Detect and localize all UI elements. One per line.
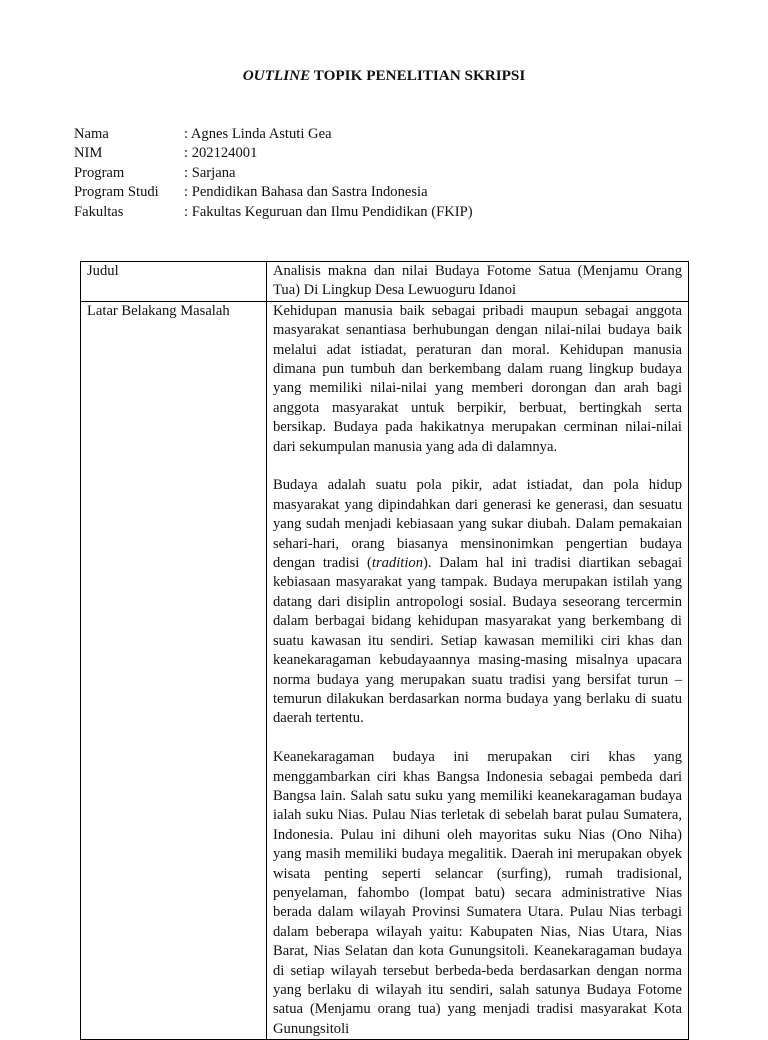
paragraph-2-part-b: ). Dalam hal ini tradisi diartikan sebagai kebiasaan masyarakat yang tampak. Budaya merupakan istilah yang datang dari disiplin antropologi sosial. Budaya seseorang tercermin dalam berbagai bidang kehidupan masyarakat yang berkembang di suatu kawasan itu sendiri. Setiap kawasan memiliki ciri khas dan keanekaragaman kebudayaannya masing-masing misalnya upacara norma budaya yang merupakan suatu tradisi yang bersifat turun –temurun dilakukan berdasarkan norma budaya yang berlaku di suatu daerah tertentu. (273, 555, 683, 727)
title-italic: OUTLINE (242, 67, 311, 84)
info-label: Nama (74, 126, 109, 142)
info-label: Program Studi (74, 184, 159, 201)
info-value: : Agnes Linda Astuti Gea (184, 126, 332, 142)
latar-belakang-label: Latar Belakang Masalah (81, 301, 267, 1039)
paragraph-2-part-a: Budaya adalah suatu pola pikir, adat istiadat, dan pola hidup masyarakat yang dipindahkan dari generasi ke generasi, dan sesuatu yang sudah menjadi kebiasaan yang sukar diubah. Dalam pemakaian sehari-hari, orang biasanya mensinonimkan pengertian budaya dengan tradisi ( (273, 477, 682, 572)
student-info (74, 125, 473, 222)
info-label: NIM (74, 145, 103, 162)
info-value: : 202124001 (184, 145, 258, 162)
paragraph-3: Keanekaragaman budaya ini merupakan ciri khas yang menggambarkan ciri khas Bangsa Indonesia sebagai pembeda dari Bangsa lain. Salah satu suku yang memiliki keanekaragaman budaya ialah suku Nias. Pulau Nias terletak di sebelah barat pulau Sumatera, Indonesia. Pulau ini dihuni oleh mayoritas suku Nias (Ono Niha) yang masih memiliki budaya megalitik. Daerah ini merupakan obyek wisata penting seperti selancar (surfing), rumah tradisional, penyelaman, fahombo (lompat batu) secara administrative Nias berada dalam wilayah Provinsi Sumatera Utara. Pulau Nias terbagi dalam beberapa wilayah yaitu: Kabupaten Nias, Nias Utara, Nias Barat, Nias Selatan dan kota Gunungsitoli. Keanekaragaman budaya di setiap wilayah tersebut berbeda-beda berdasarkan dengan norma yang berlaku di wilayah itu sendiri, salah satunya Budaya Fotome satua (Menjamu orang tua) yang menjadi tradisi masyarakat Kota Gunungsitoli (273, 749, 682, 1037)
table-row-latar-belakang (81, 301, 689, 1039)
document-title (0, 66, 768, 85)
info-row-program (74, 164, 473, 183)
table-row-judul (81, 262, 689, 302)
info-row-program-studi (74, 183, 473, 202)
judul-value: Analisis makna dan nilai Budaya Fotome Satua (Menjamu Orang Tua) Di Lingkup Desa Lewuoguru Idanoi (267, 262, 689, 302)
info-row-fakultas (74, 203, 473, 222)
info-value: : Sarjana (184, 164, 236, 181)
title-text: TOPIK PENELITIAN SKRIPSI (310, 67, 526, 84)
paragraph-2 (273, 476, 682, 728)
paragraph-1: Kehidupan manusia baik sebagai pribadi maupun sebagai anggota masyarakat senantiasa berhubungan dengan nilai-nilai budaya baik melalui adat istiadat, peraturan dan moral. Kehidupan manusia dimana pun tumbuh dan berkembang dalam ruang lingkup budaya yang memiliki nilai-nilai yang memberi dorongan dan arah bagi anggota masyarakat untuk berpikir, berbuat, bertingkah serta bersikap. Budaya pada hakikatnya merupakan cerminan nilai-nilai dari sekumpulan manusia yang ada di dalamnya. (273, 302, 682, 455)
outline-table (80, 261, 689, 1040)
info-row-nim (74, 144, 473, 163)
info-label: Program (74, 164, 125, 181)
judul-label: Judul (81, 262, 267, 302)
info-label: Fakultas (74, 203, 124, 220)
tradition-term: tradition (371, 555, 423, 572)
info-row-nama (74, 125, 473, 144)
info-value: : Fakultas Keguruan dan Ilmu Pendidikan (FKIP) (184, 203, 473, 220)
latar-belakang-content (267, 301, 689, 1039)
info-value: : Pendidikan Bahasa dan Sastra Indonesia (184, 184, 428, 201)
